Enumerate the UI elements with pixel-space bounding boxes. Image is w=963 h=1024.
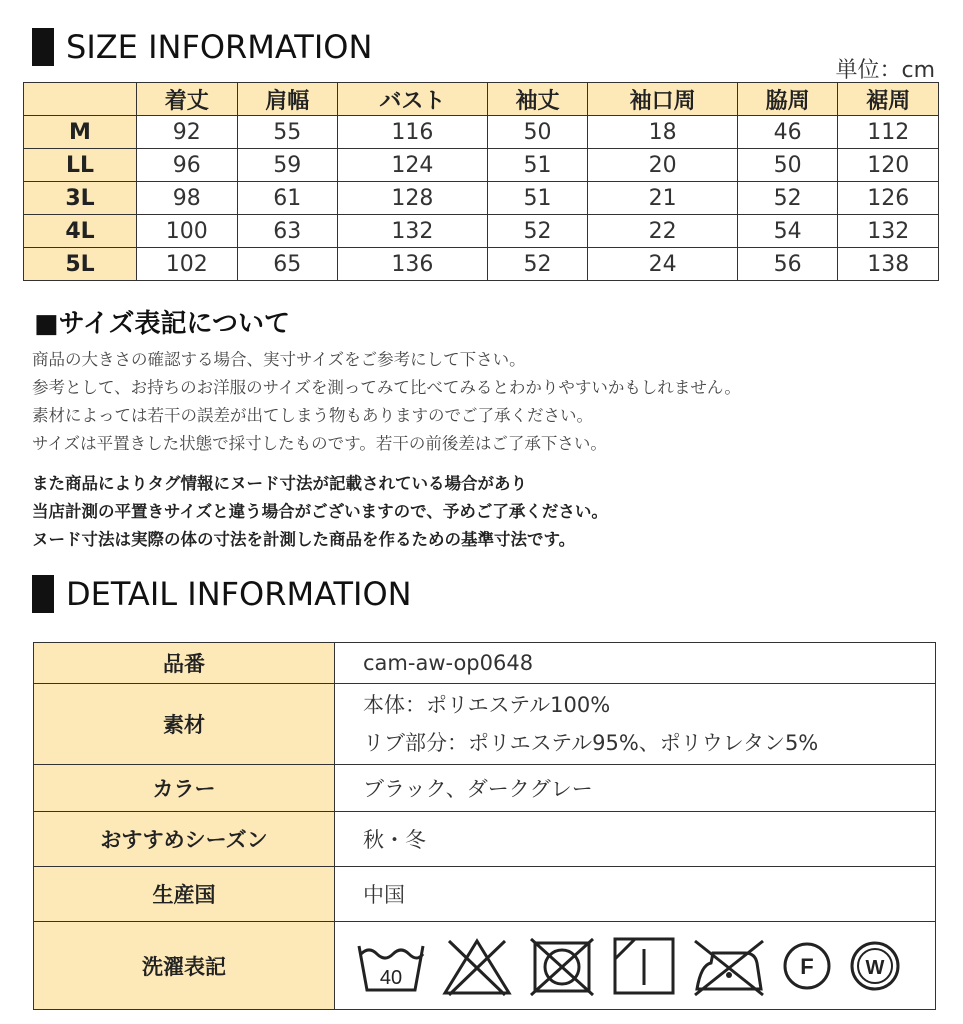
iron-low-icon [691,935,767,997]
detail-row-color [34,765,936,812]
row-label: M [24,116,137,149]
column-header: 袖口周 [588,83,738,116]
table-cell: 50 [487,116,588,149]
table-cell: 132 [338,215,488,248]
table-cell: 20 [588,149,738,182]
size-section-title: SIZE INFORMATION [66,28,373,66]
detail-label: 品番 [34,643,335,684]
note-line: サイズは平置きした状態で採寸したものです。若干の前後差はご了承下さい。 [32,434,607,453]
table-cell: 21 [588,182,738,215]
table-cell: 116 [338,116,488,149]
detail-label: カラー [34,765,335,812]
table-cell: 96 [137,149,238,182]
row-label: 4L [24,215,137,248]
detail-row-season [34,812,936,867]
table-cell: 120 [838,149,939,182]
drip-dry-shade-icon [611,935,677,997]
column-header: バスト [338,83,488,116]
detail-row-material [34,684,936,765]
note-line: ヌード寸法は実際の体の寸法を計測した商品を作るための基準寸法です。 [32,530,576,549]
table-cell: 51 [487,182,588,215]
row-label: 5L [24,248,137,281]
table-row [24,215,939,248]
detail-value [335,812,936,867]
detail-row-item-number [34,643,936,684]
season-text: 秋・冬 [363,828,426,852]
table-cell: 65 [237,248,338,281]
wet-clean-w-icon [847,938,903,994]
table-cell: 126 [838,182,939,215]
column-header: 袖丈 [487,83,588,116]
note-line: 素材によっては若干の誤差が出てしまう物もありますのでご了承ください。 [32,406,593,425]
table-cell: 138 [838,248,939,281]
table-cell: 136 [338,248,488,281]
wash-40-icon [355,936,427,996]
table-cell: 52 [487,248,588,281]
size-notes-paragraph [32,346,741,458]
row-label: 3L [24,182,137,215]
dry-clean-f-icon [781,940,833,992]
detail-value [335,867,936,922]
no-bleach-icon [441,935,513,997]
size-table-header-row [24,83,939,116]
item-number-text: cam-aw-op0648 [363,651,534,675]
note-line: 参考として、お持ちのお洋服のサイズを測ってみて比べてみるとわかりやすいかもしれません。 [32,378,741,397]
table-cell: 50 [737,149,838,182]
column-header: 脇周 [737,83,838,116]
note-line: 商品の大きさの確認する場合、実寸サイズをご参考にして下さい。 [32,350,526,369]
table-cell: 55 [237,116,338,149]
size-notes-title: ■サイズ表記について [34,309,290,339]
table-cell: 132 [838,215,939,248]
wet-clean-letter: W [865,956,885,979]
table-row [24,182,939,215]
detail-row-origin [34,867,936,922]
section-marker [32,575,54,613]
care-icons [335,922,936,1010]
detail-value [335,684,936,765]
table-cell: 92 [137,116,238,149]
color-text: ブラック、ダークグレー [363,777,593,801]
column-header: 肩幅 [237,83,338,116]
detail-label: 生産国 [34,867,335,922]
column-header: 裾周 [838,83,939,116]
table-cell: 52 [737,182,838,215]
material-line: 本体：ポリエステル100% [363,693,611,717]
detail-value [335,643,936,684]
table-cell: 59 [237,149,338,182]
note-line: 当店計測の平置きサイズと違う場合がございますので、予めご了承ください。 [32,502,608,521]
detail-value [335,765,936,812]
material-line: リブ部分：ポリエステル95%、ポリウレタン5% [363,731,819,755]
row-label: LL [24,149,137,182]
table-cell: 22 [588,215,738,248]
table-cell: 102 [137,248,238,281]
table-cell: 100 [137,215,238,248]
dry-clean-letter: F [800,953,814,979]
table-cell: 112 [838,116,939,149]
size-table [23,82,939,281]
detail-label: おすすめシーズン [34,812,335,867]
table-cell: 56 [737,248,838,281]
table-cell: 124 [338,149,488,182]
table-cell: 18 [588,116,738,149]
table-cell: 98 [137,182,238,215]
detail-table [33,642,936,1010]
table-cell: 51 [487,149,588,182]
note-line: また商品によりタグ情報にヌード寸法が記載されている場合があり [32,474,527,493]
table-row [24,248,939,281]
nude-size-paragraph [32,470,608,554]
table-cell: 61 [237,182,338,215]
no-tumble-dry-icon [527,935,597,997]
origin-text: 中国 [363,883,405,907]
detail-section-title: DETAIL INFORMATION [66,575,412,613]
detail-label: 洗濯表記 [34,922,335,1010]
table-cell: 24 [588,248,738,281]
detail-label: 素材 [34,684,335,765]
section-marker [32,28,54,66]
table-cell: 46 [737,116,838,149]
column-header: 着丈 [137,83,238,116]
wash-temp-text: 40 [379,966,403,989]
table-cell: 63 [237,215,338,248]
unit-note: 単位：cm [835,58,935,83]
detail-row-care [34,922,936,1010]
table-cell: 52 [487,215,588,248]
table-cell: 54 [737,215,838,248]
corner-cell [24,83,137,116]
table-row [24,116,939,149]
table-row [24,149,939,182]
table-cell: 128 [338,182,488,215]
